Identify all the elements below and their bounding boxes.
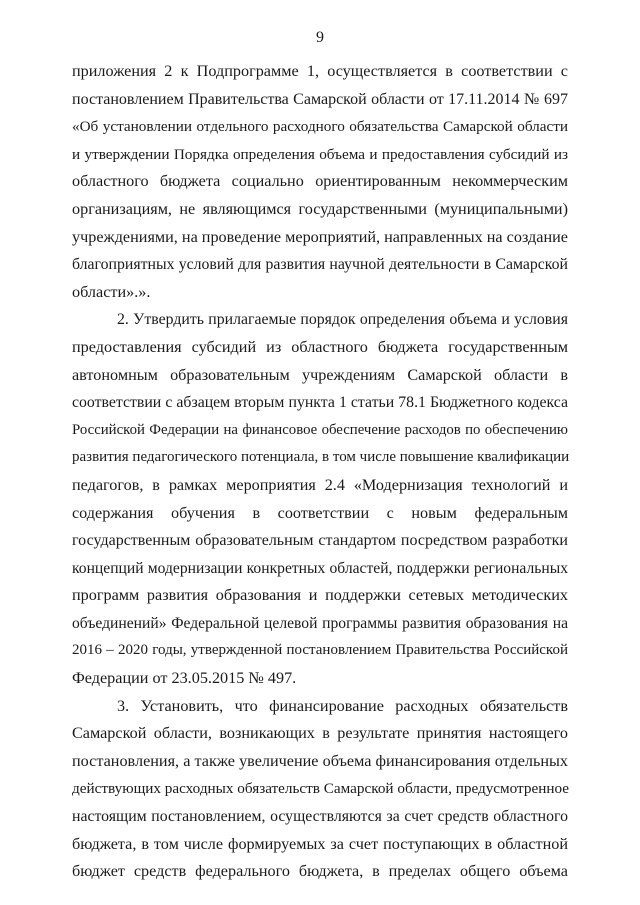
- paragraph: [72, 306, 568, 692]
- text-line: организациям, не являющимся государственными (муниципальными): [72, 199, 568, 218]
- paragraph: [72, 693, 568, 886]
- text-line: соответствии с абзацем вторым пункта 1 статьи 78.1 Бюджетного кодекса: [72, 394, 568, 412]
- text-line: бюджет средств федерального бюджета, в пределах общего объема: [72, 862, 568, 881]
- text-line: объединений» Федеральной целевой программы развития образования на: [72, 614, 568, 632]
- text-line: постановления, а также увеличение объема финансирования отдельных: [72, 751, 568, 770]
- text-line: концепций модернизации конкретных областей, поддержки региональных: [72, 559, 568, 577]
- text-line: приложения 2 к Подпрограмме 1, осуществляется в соответствии с: [72, 62, 568, 80]
- text-line: учреждениями, на проведение мероприятий, направленных на создание: [72, 227, 568, 246]
- text-line: области».».: [72, 282, 151, 301]
- text-line: 2016 – 2020 годы, утвержденной постановлением Правительства Российской: [72, 642, 568, 659]
- document-body: [72, 58, 568, 886]
- text-line: государственным образовательным стандартом посредством разработки: [72, 532, 568, 550]
- text-line: содержания обучения в соответствии с новым федеральным: [72, 503, 568, 522]
- text-line: программ развития образования и поддержки сетевых методических: [72, 586, 568, 605]
- text-line: Федерации от 23.05.2015 № 497.: [72, 669, 297, 688]
- text-line: автономным образовательным учреждениям Самарской области в: [72, 365, 568, 384]
- text-line: Российской Федерации на финансовое обеспечение расходов по обеспечению: [72, 421, 568, 438]
- text-line: действующих расходных обязательств Самарской области, предусмотренное: [72, 780, 569, 798]
- text-line: педагогов, в рамках мероприятия 2.4 «Модернизация технологий и: [72, 475, 568, 494]
- text-line: областного бюджета социально ориентированным некоммерческим: [72, 172, 568, 191]
- text-line: благоприятных условий для развития научной деятельности в Самарской: [72, 256, 568, 274]
- text-line: 2. Утвердить прилагаемые порядок определения объема и условия: [117, 311, 568, 329]
- text-line: и утверждении Порядка определения объема и предоставления субсидий из: [72, 145, 568, 163]
- paragraph: [72, 58, 568, 306]
- text-line: «Об установлении отдельного расходного обязательства Самарской области: [72, 118, 568, 136]
- text-line: Самарской области, возникающих в результате принятия настоящего: [72, 724, 568, 743]
- text-line: настоящим постановлением, осуществляются за счет средств областного: [72, 808, 568, 826]
- page-number: 9: [316, 29, 324, 46]
- text-line: постановлением Правительства Самарской области от 17.11.2014 № 697: [72, 90, 568, 108]
- text-line: предоставления субсидий из областного бюджета государственным: [72, 337, 568, 356]
- text-line: развития педагогического потенциала, в том числе повышение квалификации: [72, 449, 570, 466]
- text-line: бюджета, в том числе формируемых за счет поступающих в областной: [72, 834, 568, 853]
- text-line: 3. Установить, что финансирование расходных обязательств: [117, 696, 568, 715]
